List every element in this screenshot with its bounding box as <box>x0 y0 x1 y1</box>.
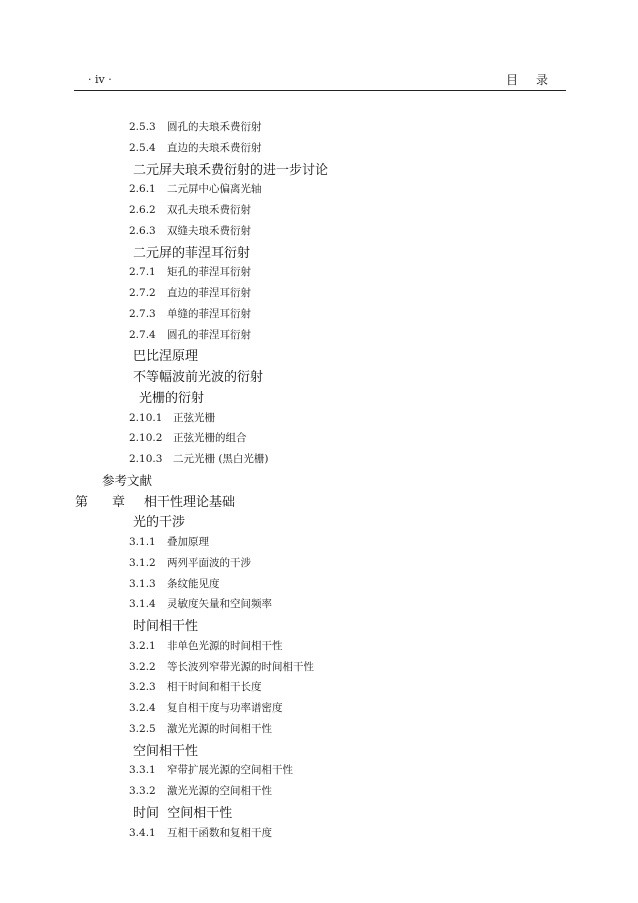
toc-entry-title: 叠加原理 <box>167 536 209 548</box>
toc-entry-number: 3.2.5 <box>129 722 156 735</box>
toc-entry-number: 3.2.1 <box>129 639 156 652</box>
toc-entry-title: 双孔夫琅禾费衍射 <box>167 204 251 216</box>
toc-entry-number: 3.1.2 <box>129 556 156 569</box>
toc-entry-number: 2.10.2 <box>129 432 163 445</box>
running-header-title: 目录 <box>506 73 567 87</box>
toc-entry <box>133 164 328 177</box>
toc-entry-title: 巴比涅原理 <box>133 349 199 365</box>
chapter-prefix: 第 <box>75 494 89 510</box>
toc-entry-title: 两列平面波的干涉 <box>167 556 251 569</box>
toc-entry <box>129 662 314 673</box>
toc-entry <box>139 392 204 405</box>
toc-entry-number: 2.6.2 <box>129 204 156 216</box>
toc-entry-title: 激光光源的空间相干性 <box>167 785 272 797</box>
toc-entry-title: 二元光栅 (黑白光栅) <box>173 453 269 465</box>
toc-entry-number: 3.3.2 <box>129 785 156 797</box>
toc-entry <box>129 454 269 465</box>
toc-entry <box>129 433 247 444</box>
toc-entry-title: 光栅的衍射 <box>139 390 205 406</box>
toc-entry-title: 矩孔的菲涅耳衍射 <box>167 266 251 279</box>
toc-entry <box>129 309 251 320</box>
toc-entry-title: 正弦光栅 <box>173 411 215 424</box>
toc-entry <box>129 288 251 299</box>
toc-entry <box>133 620 198 633</box>
toc-entry <box>129 724 272 735</box>
toc-entry-title: 激光光源的时间相干性 <box>167 722 272 735</box>
toc-entry-number: 2.6.1 <box>129 183 156 196</box>
toc-entry <box>75 496 235 509</box>
toc-entry-number: 3.2.4 <box>129 702 156 714</box>
toc-entry-title: 窄带扩展光源的空间相干性 <box>167 764 293 777</box>
toc-entry-title: 圆孔的夫琅禾费衍射 <box>167 121 262 133</box>
toc-entry-title: 等长波列窄带光源的时间相干性 <box>167 660 314 673</box>
toc-entry-title: 直边的夫琅禾费衍射 <box>167 141 262 154</box>
toc-entry-title: 双缝夫琅禾费衍射 <box>167 224 251 237</box>
toc-entry-title: 时间相干性 <box>133 619 199 634</box>
toc-entry <box>102 472 153 488</box>
toc-entry-number: 3.1.1 <box>129 536 156 548</box>
toc-entry <box>133 807 232 820</box>
toc-entry-title: 条纹能见度 <box>167 577 220 590</box>
toc-entry-title: 相干时间和相干长度 <box>167 681 262 694</box>
toc-entry-number: 2.5.4 <box>129 141 156 154</box>
toc-entry <box>133 516 185 529</box>
toc-entry-number: 2.5.3 <box>129 121 156 133</box>
toc-entry <box>129 143 262 154</box>
toc-entry-title: 不等幅波前光波的衍射 <box>133 370 264 385</box>
toc-entry-number: 3.2.2 <box>129 660 156 673</box>
toc-entry <box>129 537 209 548</box>
toc-entry-title: 灵敏度矢量和空间频率 <box>167 598 272 611</box>
toc-entry-title: 圆孔的菲涅耳衍射 <box>167 328 251 341</box>
toc-entry <box>129 267 251 278</box>
toc-entry-title: 二元屏夫琅禾费衍射的进一步讨论 <box>133 162 329 178</box>
toc-entry-number: 2.10.3 <box>129 453 163 465</box>
toc-entry-number: 2.7.2 <box>129 287 156 299</box>
chapter-suffix: 章 <box>112 494 126 510</box>
toc-entry <box>129 558 251 569</box>
toc-entry <box>129 703 283 714</box>
toc-entry-number: 3.2.3 <box>129 681 156 694</box>
toc-entry-title: 非单色光源的时间相干性 <box>167 639 283 652</box>
toc-entry-number: 3.1.4 <box>129 598 156 611</box>
toc-entry <box>133 247 250 260</box>
toc-entry <box>129 682 262 693</box>
toc-entry <box>129 330 251 341</box>
toc-entry <box>133 350 198 363</box>
toc-entry-title: 时间 空间相干性 <box>133 805 233 821</box>
toc-entry <box>129 413 215 424</box>
toc-entry-number: 2.6.3 <box>129 224 156 237</box>
toc-entry-number: 2.10.1 <box>129 411 163 424</box>
toc-entry <box>133 371 263 384</box>
toc-entry-number: 3.4.1 <box>129 826 156 839</box>
toc-entry <box>129 226 251 237</box>
toc-entry <box>129 122 262 133</box>
toc-entry <box>133 745 198 758</box>
toc-entry-title: 二元屏中心偏离光轴 <box>167 183 262 196</box>
toc-entry <box>129 184 262 195</box>
toc-entry <box>129 828 272 839</box>
toc-entry-title: 直边的菲涅耳衍射 <box>167 287 251 299</box>
toc-entry <box>129 641 283 652</box>
toc-entry-title: 单缝的菲涅耳衍射 <box>167 307 251 320</box>
toc-entry-title: 互相干函数和复相干度 <box>167 826 272 839</box>
toc-entry <box>129 205 251 216</box>
toc-entry-number: 3.3.1 <box>129 764 156 777</box>
toc-entry-title: 空间相干性 <box>133 743 199 759</box>
toc-entry <box>129 765 293 776</box>
toc-entry <box>129 579 220 590</box>
toc-entry-title: 二元屏的菲涅耳衍射 <box>133 245 251 261</box>
toc-entry-title: 复自相干度与功率谱密度 <box>167 702 283 714</box>
toc-entry-title: 相干性理论基础 <box>144 494 236 510</box>
toc-entry <box>129 599 272 610</box>
toc-entry-number: 2.7.3 <box>129 307 156 320</box>
toc-entry-title: 光的干涉 <box>133 515 186 531</box>
toc-entry <box>129 786 272 797</box>
toc-entry-number: 2.7.1 <box>129 266 156 279</box>
toc-entry-number: 3.1.3 <box>129 577 156 590</box>
page-number: · iv · <box>88 73 112 86</box>
toc-entry-number: 2.7.4 <box>129 328 156 341</box>
toc-entry-title: 参考文献 <box>102 472 153 488</box>
toc-entry-title: 正弦光栅的组合 <box>173 432 247 445</box>
